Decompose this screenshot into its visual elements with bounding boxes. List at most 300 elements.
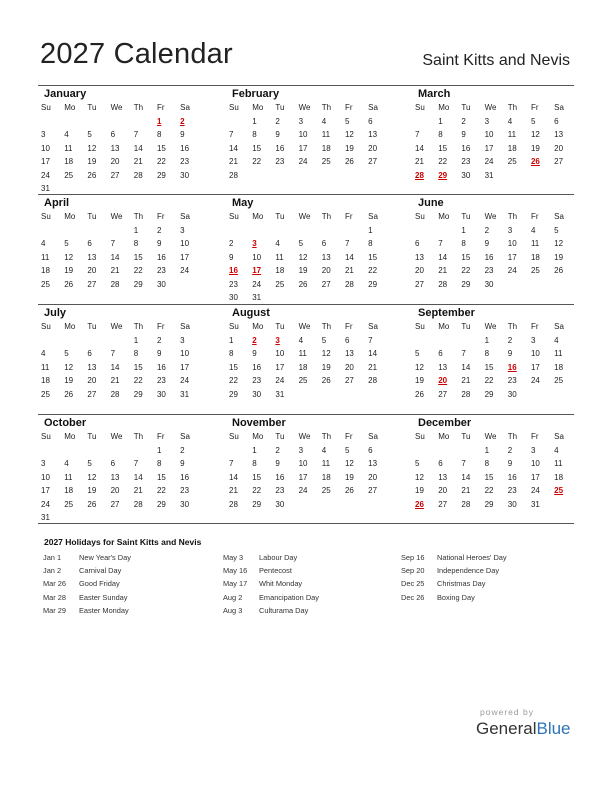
- calendar-day: 14: [415, 143, 424, 153]
- calendar-day: 21: [133, 157, 143, 166]
- weekday-label: Th: [507, 322, 518, 331]
- calendar-day: 18: [64, 486, 74, 495]
- holiday-row: [43, 591, 218, 604]
- calendar-day: 13: [368, 459, 378, 468]
- calendar-day: 21: [110, 266, 120, 275]
- calendar-day: 3: [530, 445, 536, 455]
- holiday-day: 16: [507, 362, 517, 372]
- divider-line: [38, 85, 574, 86]
- calendar-day: 26: [344, 486, 354, 495]
- calendar-day: 18: [554, 362, 564, 372]
- calendar-day: 18: [298, 362, 308, 372]
- calendar-day: 11: [64, 472, 73, 482]
- calendar-day: 6: [344, 335, 350, 345]
- calendar-day: 12: [344, 459, 354, 468]
- calendar-day: 13: [87, 252, 97, 262]
- weekday-label: Sa: [180, 103, 190, 112]
- month-name: January: [44, 88, 87, 100]
- calendar-day: 1: [368, 225, 373, 235]
- weekday-label: Su: [41, 212, 51, 221]
- calendar-day: 26: [64, 279, 74, 289]
- calendar-day: 19: [344, 143, 354, 153]
- calendar-day: 4: [321, 445, 327, 455]
- empty-cell: [63, 444, 86, 458]
- calendar-day: 9: [275, 459, 280, 468]
- calendar-day: 18: [507, 143, 517, 153]
- calendar-day: 10: [484, 130, 494, 139]
- weekday-label: Su: [229, 322, 239, 331]
- calendar-day: 6: [368, 445, 373, 455]
- brand-general: General: [476, 719, 537, 738]
- calendar-day: 20: [87, 266, 97, 275]
- weekday-label: Th: [133, 322, 144, 331]
- calendar-day: 5: [87, 459, 92, 468]
- calendar-day: 27: [554, 157, 564, 166]
- holiday-row: [401, 564, 576, 577]
- calendar-day: 8: [156, 130, 162, 139]
- calendar-day: 10: [41, 143, 50, 153]
- calendar-day: 23: [252, 376, 262, 385]
- calendar-day: 26: [87, 170, 97, 180]
- calendar-day: 2: [507, 445, 513, 455]
- divider-line: [38, 414, 574, 415]
- empty-cell: [298, 224, 321, 238]
- calendar-day: 5: [344, 116, 350, 126]
- empty-cell: [414, 444, 437, 458]
- weekday-label: Su: [41, 103, 51, 112]
- calendar-day: 4: [321, 116, 327, 126]
- weekday-label: Sa: [368, 322, 378, 331]
- calendar-day: 11: [275, 252, 284, 262]
- empty-cell: [86, 115, 109, 129]
- holiday-column: [401, 551, 576, 604]
- calendar-day: 14: [229, 143, 238, 153]
- calendar-day: 15: [438, 143, 448, 153]
- weekday-label: Th: [133, 432, 144, 441]
- calendar-day: 30: [484, 279, 494, 289]
- holiday-date: Jan 2: [43, 566, 62, 576]
- weekday-label: Tu: [461, 322, 471, 331]
- weekday-label: Mo: [64, 103, 76, 112]
- calendar-day: 6: [415, 239, 420, 248]
- calendar-day: 8: [133, 239, 139, 248]
- calendar-day: 22: [133, 376, 143, 385]
- calendar-day: 27: [438, 389, 448, 399]
- calendar-day: 23: [461, 157, 471, 166]
- calendar-day: 31: [530, 499, 540, 509]
- empty-cell: [86, 334, 109, 348]
- calendar-day: 11: [64, 143, 73, 153]
- calendar-day: 12: [64, 252, 74, 262]
- calendar-day: 5: [64, 239, 69, 248]
- calendar-day: 1: [484, 335, 490, 345]
- calendar-day: 30: [507, 389, 517, 399]
- calendar-day: 3: [180, 225, 185, 235]
- weekday-label: Sa: [180, 432, 190, 441]
- weekday-label: Mo: [252, 322, 264, 331]
- weekday-label: Mo: [252, 212, 264, 221]
- calendar-day: 12: [87, 143, 97, 153]
- calendar-day: 21: [461, 376, 471, 385]
- calendar-day: 28: [229, 499, 238, 509]
- calendar-day: 2: [156, 225, 162, 235]
- empty-cell: [110, 115, 133, 129]
- calendar-day: 11: [530, 239, 540, 248]
- calendar-day: 26: [87, 499, 97, 509]
- weekday-label: We: [110, 432, 123, 441]
- calendar-day: 7: [110, 239, 116, 248]
- day-grid: [40, 320, 202, 401]
- calendar-day: 16: [252, 362, 262, 372]
- calendar-day: 15: [229, 362, 238, 372]
- generalblue-logo[interactable]: [476, 719, 571, 739]
- calendar-day: 14: [229, 472, 238, 482]
- holiday-date: Aug 2: [223, 592, 243, 602]
- calendar-day: 28: [133, 170, 143, 180]
- empty-cell: [460, 444, 483, 458]
- holiday-day: 25: [554, 486, 564, 495]
- calendar-day: 13: [110, 143, 120, 153]
- calendar-day: 29: [133, 389, 143, 399]
- calendar-day: 23: [484, 266, 494, 275]
- calendar-day: 22: [368, 266, 378, 275]
- calendar-day: 9: [275, 130, 280, 139]
- calendar-day: 25: [275, 279, 285, 289]
- holiday-name: National Heroes' Day: [437, 553, 507, 562]
- calendar-day: 23: [180, 157, 190, 166]
- weekday-label: Tu: [461, 432, 471, 441]
- calendar-day: 11: [41, 362, 50, 372]
- calendar-day: 28: [461, 389, 471, 399]
- calendar-day: 4: [41, 239, 46, 248]
- empty-cell: [414, 224, 437, 238]
- calendar-day: 20: [368, 143, 378, 153]
- empty-cell: [251, 224, 274, 238]
- month-name: May: [232, 197, 254, 209]
- calendar-day: 7: [229, 130, 234, 139]
- calendar-day: 31: [275, 389, 285, 399]
- calendar-day: 29: [461, 279, 471, 289]
- weekday-label: Th: [507, 103, 518, 112]
- calendar-day: 7: [229, 459, 234, 468]
- calendar-day: 28: [133, 499, 143, 509]
- calendar-day: 19: [87, 157, 97, 166]
- calendar-day: 2: [229, 239, 234, 248]
- calendar-day: 10: [298, 459, 308, 468]
- empty-cell: [63, 224, 86, 238]
- calendar-day: 1: [252, 445, 257, 455]
- day-grid: [40, 101, 202, 196]
- calendar-day: 7: [368, 335, 373, 345]
- holiday-name: New Year's Day: [79, 553, 131, 562]
- weekday-label: Th: [507, 212, 518, 221]
- calendar-day: 13: [554, 130, 564, 139]
- day-grid: [228, 210, 390, 305]
- calendar-day: 22: [461, 266, 471, 275]
- holidays-title: 2027 Holidays for Saint Kitts and Nevis: [44, 537, 202, 547]
- calendar-day: 28: [368, 376, 378, 385]
- calendar-day: 31: [180, 389, 190, 399]
- calendar-day: 17: [530, 472, 540, 482]
- calendar-day: 1: [229, 335, 234, 345]
- calendar-day: 24: [298, 157, 308, 166]
- calendar-day: 26: [344, 157, 354, 166]
- weekday-label: Tu: [275, 212, 285, 221]
- holiday-date: Sep 16: [401, 553, 425, 562]
- weekday-label: Su: [415, 103, 425, 112]
- weekday-label: Tu: [87, 322, 97, 331]
- calendar-day: 9: [229, 252, 234, 262]
- calendar-day: 9: [180, 459, 185, 468]
- holiday-name: Easter Monday: [79, 605, 129, 615]
- calendar-day: 7: [461, 459, 466, 468]
- empty-cell: [133, 115, 156, 129]
- calendar-day: 22: [252, 486, 262, 495]
- calendar-day: 2: [275, 116, 280, 126]
- calendar-day: 4: [554, 335, 559, 345]
- empty-cell: [63, 334, 86, 348]
- calendar-day: 25: [507, 157, 517, 166]
- holiday-row: [223, 604, 398, 617]
- calendar-day: 29: [156, 170, 166, 180]
- calendar-day: 22: [156, 157, 166, 166]
- calendar-day: 11: [41, 252, 50, 262]
- month-name: March: [418, 88, 451, 100]
- weekday-label: Fr: [344, 212, 353, 221]
- calendar-day: 19: [87, 486, 97, 495]
- calendar-day: 4: [507, 116, 513, 126]
- weekday-label: Mo: [438, 212, 450, 221]
- holiday-date: Dec 26: [401, 592, 425, 602]
- calendar-day: 6: [438, 459, 443, 468]
- calendar-day: 28: [344, 279, 354, 289]
- calendar-day: 15: [252, 143, 262, 153]
- weekday-label: Fr: [344, 432, 353, 441]
- calendar-day: 12: [298, 252, 308, 262]
- calendar-day: 13: [110, 472, 120, 482]
- day-grid: [414, 430, 576, 511]
- holiday-day: 1: [156, 116, 162, 126]
- calendar-day: 6: [368, 116, 373, 126]
- calendar-day: 12: [554, 239, 564, 248]
- calendar-day: 8: [484, 349, 490, 358]
- calendar-day: 6: [110, 459, 116, 468]
- calendar-day: 16: [180, 472, 190, 482]
- empty-cell: [133, 444, 156, 458]
- calendar-day: 23: [275, 486, 285, 495]
- calendar-day: 3: [507, 225, 513, 235]
- calendar-day: 14: [438, 252, 448, 262]
- weekday-label: Sa: [180, 212, 190, 221]
- weekday-label: Sa: [368, 103, 378, 112]
- empty-cell: [40, 334, 63, 348]
- calendar-day: 29: [484, 499, 494, 509]
- calendar-day: 8: [133, 349, 139, 358]
- calendar-day: 15: [133, 252, 143, 262]
- calendar-day: 18: [321, 472, 331, 482]
- calendar-day: 29: [484, 389, 494, 399]
- calendar-day: 19: [64, 266, 74, 275]
- calendar-day: 13: [415, 252, 424, 262]
- calendar-day: 27: [87, 279, 97, 289]
- calendar-day: 27: [87, 389, 97, 399]
- weekday-label: We: [484, 432, 497, 441]
- calendar-day: 21: [110, 376, 120, 385]
- calendar-day: 2: [507, 335, 513, 345]
- calendar-day: 11: [321, 130, 331, 139]
- holiday-day: 28: [415, 170, 424, 180]
- holiday-name: Labour Day: [259, 553, 298, 562]
- calendar-day: 10: [530, 349, 540, 358]
- calendar-day: 17: [507, 252, 517, 262]
- calendar-day: 21: [344, 266, 354, 275]
- weekday-label: Mo: [438, 322, 450, 331]
- weekday-label: Th: [321, 212, 332, 221]
- calendar-day: 4: [530, 225, 536, 235]
- calendar-day: 9: [180, 130, 185, 139]
- calendar-day: 19: [64, 376, 74, 385]
- calendar-day: 5: [64, 349, 69, 358]
- calendar-day: 3: [41, 459, 46, 468]
- calendar-day: 14: [110, 252, 120, 262]
- calendar-day: 12: [64, 362, 74, 372]
- calendar-day: 6: [87, 349, 92, 358]
- holiday-date: Mar 29: [43, 605, 67, 615]
- weekday-label: Tu: [275, 103, 285, 112]
- calendar-day: 22: [252, 157, 262, 166]
- holiday-row: [401, 591, 576, 604]
- holiday-row: [43, 604, 218, 617]
- empty-cell: [414, 115, 437, 129]
- calendar-day: 14: [368, 349, 378, 358]
- weekday-label: Sa: [554, 103, 564, 112]
- calendar-day: 15: [252, 472, 262, 482]
- weekday-label: Tu: [87, 103, 97, 112]
- calendar-day: 15: [133, 362, 143, 372]
- calendar-day: 1: [133, 225, 139, 235]
- day-grid: [414, 210, 576, 291]
- calendar-day: 28: [229, 170, 238, 180]
- calendar-day: 3: [298, 445, 304, 455]
- calendar-day: 25: [64, 170, 74, 180]
- weekday-label: Su: [41, 322, 51, 331]
- holiday-date: Mar 28: [43, 592, 67, 602]
- calendar-day: 13: [438, 362, 448, 372]
- weekday-label: Fr: [344, 103, 353, 112]
- calendar-day: 14: [110, 362, 120, 372]
- calendar-day: 11: [321, 459, 331, 468]
- holiday-row: [43, 551, 218, 564]
- calendar-day: 30: [275, 499, 285, 509]
- calendar-day: 8: [156, 459, 162, 468]
- calendar-day: 14: [133, 472, 143, 482]
- calendar-day: 24: [252, 279, 262, 289]
- holiday-row: [401, 551, 576, 564]
- weekday-label: Fr: [530, 322, 539, 331]
- calendar-day: 5: [321, 335, 327, 345]
- calendar-day: 22: [484, 376, 494, 385]
- calendar-day: 23: [275, 157, 285, 166]
- calendar-day: 20: [344, 362, 354, 372]
- calendar-day: 3: [180, 335, 185, 345]
- calendar-day: 1: [156, 445, 162, 455]
- calendar-day: 15: [156, 472, 166, 482]
- calendar-day: 12: [344, 130, 354, 139]
- calendar-day: 8: [461, 239, 466, 248]
- calendar-day: 20: [438, 486, 448, 495]
- calendar-day: 25: [64, 499, 74, 509]
- calendar-day: 19: [298, 266, 308, 275]
- holiday-date: Mar 26: [43, 579, 67, 589]
- weekday-label: We: [484, 322, 497, 331]
- holiday-date: Dec 25: [401, 579, 425, 589]
- holiday-name: Carnival Day: [79, 566, 122, 576]
- calendar-day: 2: [180, 445, 185, 455]
- holiday-name: Easter Sunday: [79, 592, 128, 602]
- empty-cell: [228, 224, 251, 238]
- brand-blue: Blue: [536, 719, 571, 738]
- calendar-day: 17: [41, 157, 50, 166]
- calendar-day: 17: [180, 362, 190, 372]
- calendar-day: 4: [554, 445, 559, 455]
- weekday-label: Mo: [64, 432, 76, 441]
- calendar-day: 20: [554, 143, 564, 153]
- calendar-day: 18: [41, 266, 50, 275]
- weekday-label: Fr: [156, 103, 165, 112]
- holiday-name: Boxing Day: [437, 592, 475, 602]
- calendar-day: 25: [321, 486, 331, 495]
- calendar-day: 26: [298, 279, 308, 289]
- calendar-day: 27: [110, 170, 120, 180]
- calendar-day: 5: [87, 130, 92, 139]
- calendar-day: 19: [415, 376, 424, 385]
- calendar-day: 4: [298, 335, 304, 345]
- calendar-day: 8: [438, 130, 443, 139]
- weekday-label: Su: [229, 432, 239, 441]
- calendar-day: 7: [461, 349, 466, 358]
- calendar-day: 27: [321, 279, 331, 289]
- calendar-day: 10: [180, 349, 190, 358]
- calendar-day: 1: [461, 225, 466, 235]
- month-name: April: [44, 197, 70, 209]
- calendar-day: 10: [507, 239, 517, 248]
- holiday-row: [43, 564, 218, 577]
- weekday-label: We: [298, 212, 311, 221]
- calendar-day: 18: [530, 252, 540, 262]
- calendar-day: 20: [368, 472, 378, 482]
- holiday-row: [401, 577, 576, 590]
- calendar-day: 24: [507, 266, 517, 275]
- calendar-day: 6: [87, 239, 92, 248]
- calendar-day: 11: [554, 349, 563, 358]
- empty-cell: [228, 115, 251, 129]
- calendar-day: 23: [507, 486, 517, 495]
- calendar-day: 20: [87, 376, 97, 385]
- empty-cell: [460, 334, 483, 348]
- calendar-day: 4: [275, 239, 280, 248]
- calendar-day: 2: [461, 116, 466, 126]
- weekday-label: Sa: [368, 432, 378, 441]
- holiday-day: 29: [438, 170, 448, 180]
- empty-cell: [321, 224, 344, 238]
- weekday-label: Sa: [554, 322, 564, 331]
- calendar-day: 17: [298, 472, 308, 482]
- calendar-day: 17: [180, 252, 190, 262]
- calendar-day: 3: [41, 130, 46, 139]
- calendar-day: 13: [438, 472, 448, 482]
- calendar-day: 5: [530, 116, 536, 126]
- calendar-day: 1: [252, 116, 257, 126]
